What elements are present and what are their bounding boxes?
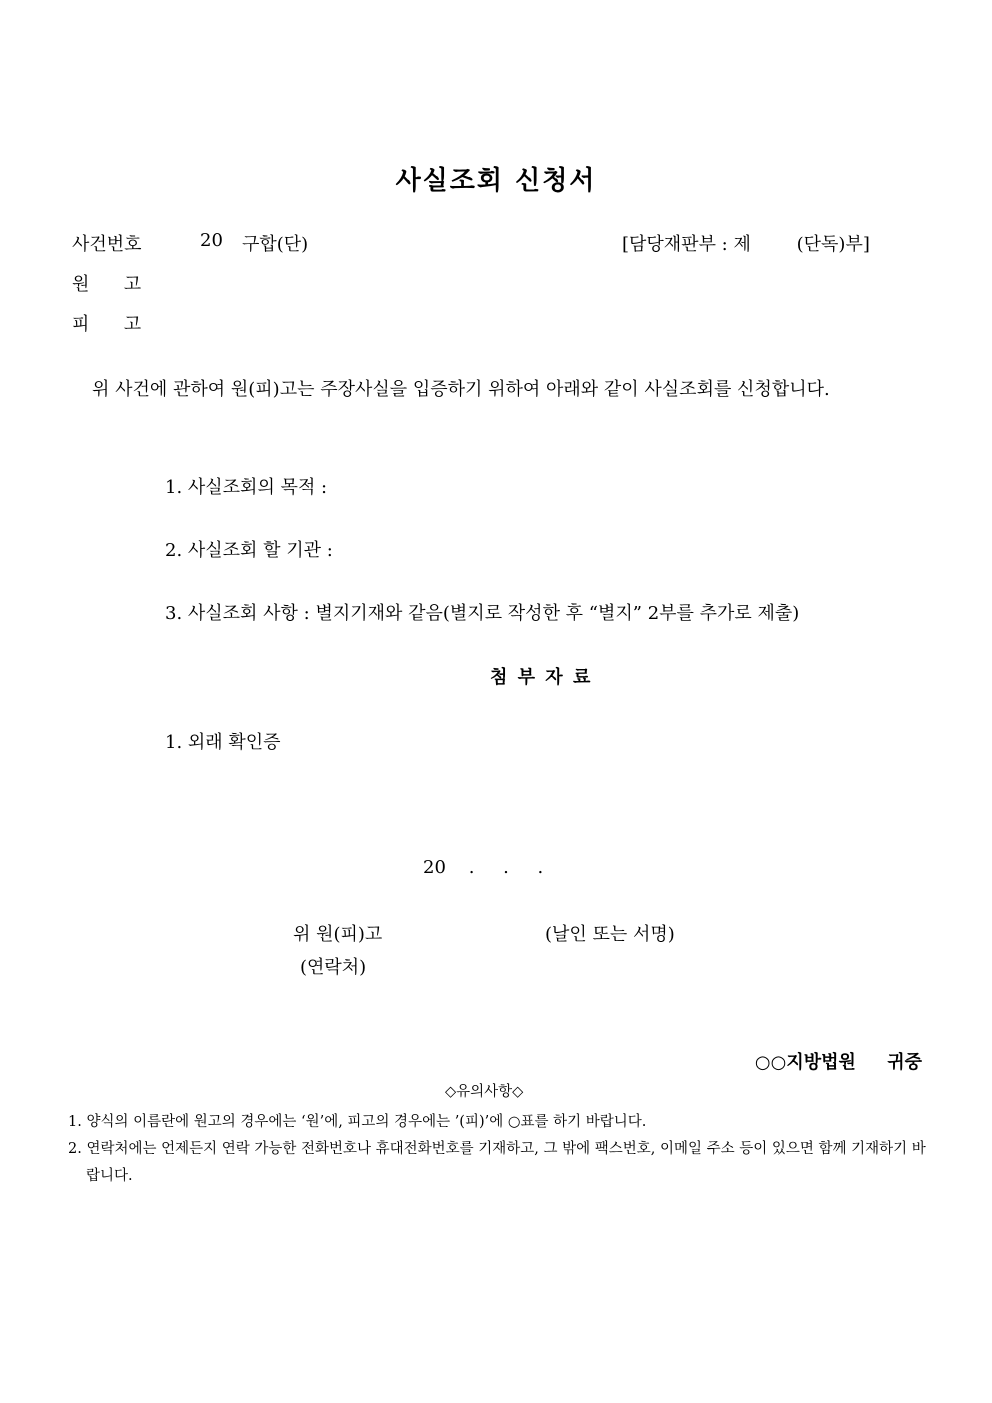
- seal-or-signature: (날인 또는 서명): [545, 924, 675, 945]
- case-number-label: 사건번호: [72, 234, 142, 255]
- intro-text: 위 사건에 관하여 원(피)고는 주장사실을 입증하기 위하여 아래와 같이 사실조회를 신청합니다.: [92, 379, 830, 400]
- attachment-item: 1. 외래 확인증: [165, 732, 281, 753]
- applicant-label: 위 원(피)고: [293, 924, 383, 945]
- defendant-label: 피 고: [72, 314, 142, 335]
- attachments-heading: 첨 부 자 료: [490, 667, 593, 688]
- case-year-prefix: 20: [200, 230, 223, 251]
- plaintiff-label: 원 고: [72, 274, 142, 295]
- case-type: 구합(단): [242, 234, 309, 255]
- document-title: 사실조회 신청서: [395, 166, 597, 196]
- item-institution: 2. 사실조회 할 기관 :: [165, 540, 333, 561]
- date-line: 20 . . .: [423, 857, 544, 878]
- notes-heading: ◇유의사항◇: [445, 1084, 524, 1100]
- notes-list: [68, 1109, 928, 1190]
- note-item: 2. 연락처에는 언제든지 연락 가능한 전화번호나 휴대전화번호를 기재하고, 그 밖에 팩스번호, 이메일 주소 등이 있으면 함께 기재하기 바랍니다.: [68, 1141, 926, 1184]
- intro-paragraph: [72, 373, 922, 406]
- contact-label: (연락처): [300, 957, 367, 978]
- court-name: ○○지방법원 귀중: [754, 1052, 922, 1073]
- division-info: [담당재판부 : 제 (단독)부]: [622, 234, 870, 255]
- item-matters: 3. 사실조회 사항 : 별지기재와 같음(별지로 작성한 후 “별지” 2부를 추가로 제출): [165, 603, 800, 624]
- note-item: 1. 양식의 이름란에 원고의 경우에는 ‘원’에, 피고의 경우에는 ’(피)’에 ○표를 하기 바랍니다.: [68, 1114, 647, 1130]
- item-purpose: 1. 사실조회의 목적 :: [165, 477, 328, 498]
